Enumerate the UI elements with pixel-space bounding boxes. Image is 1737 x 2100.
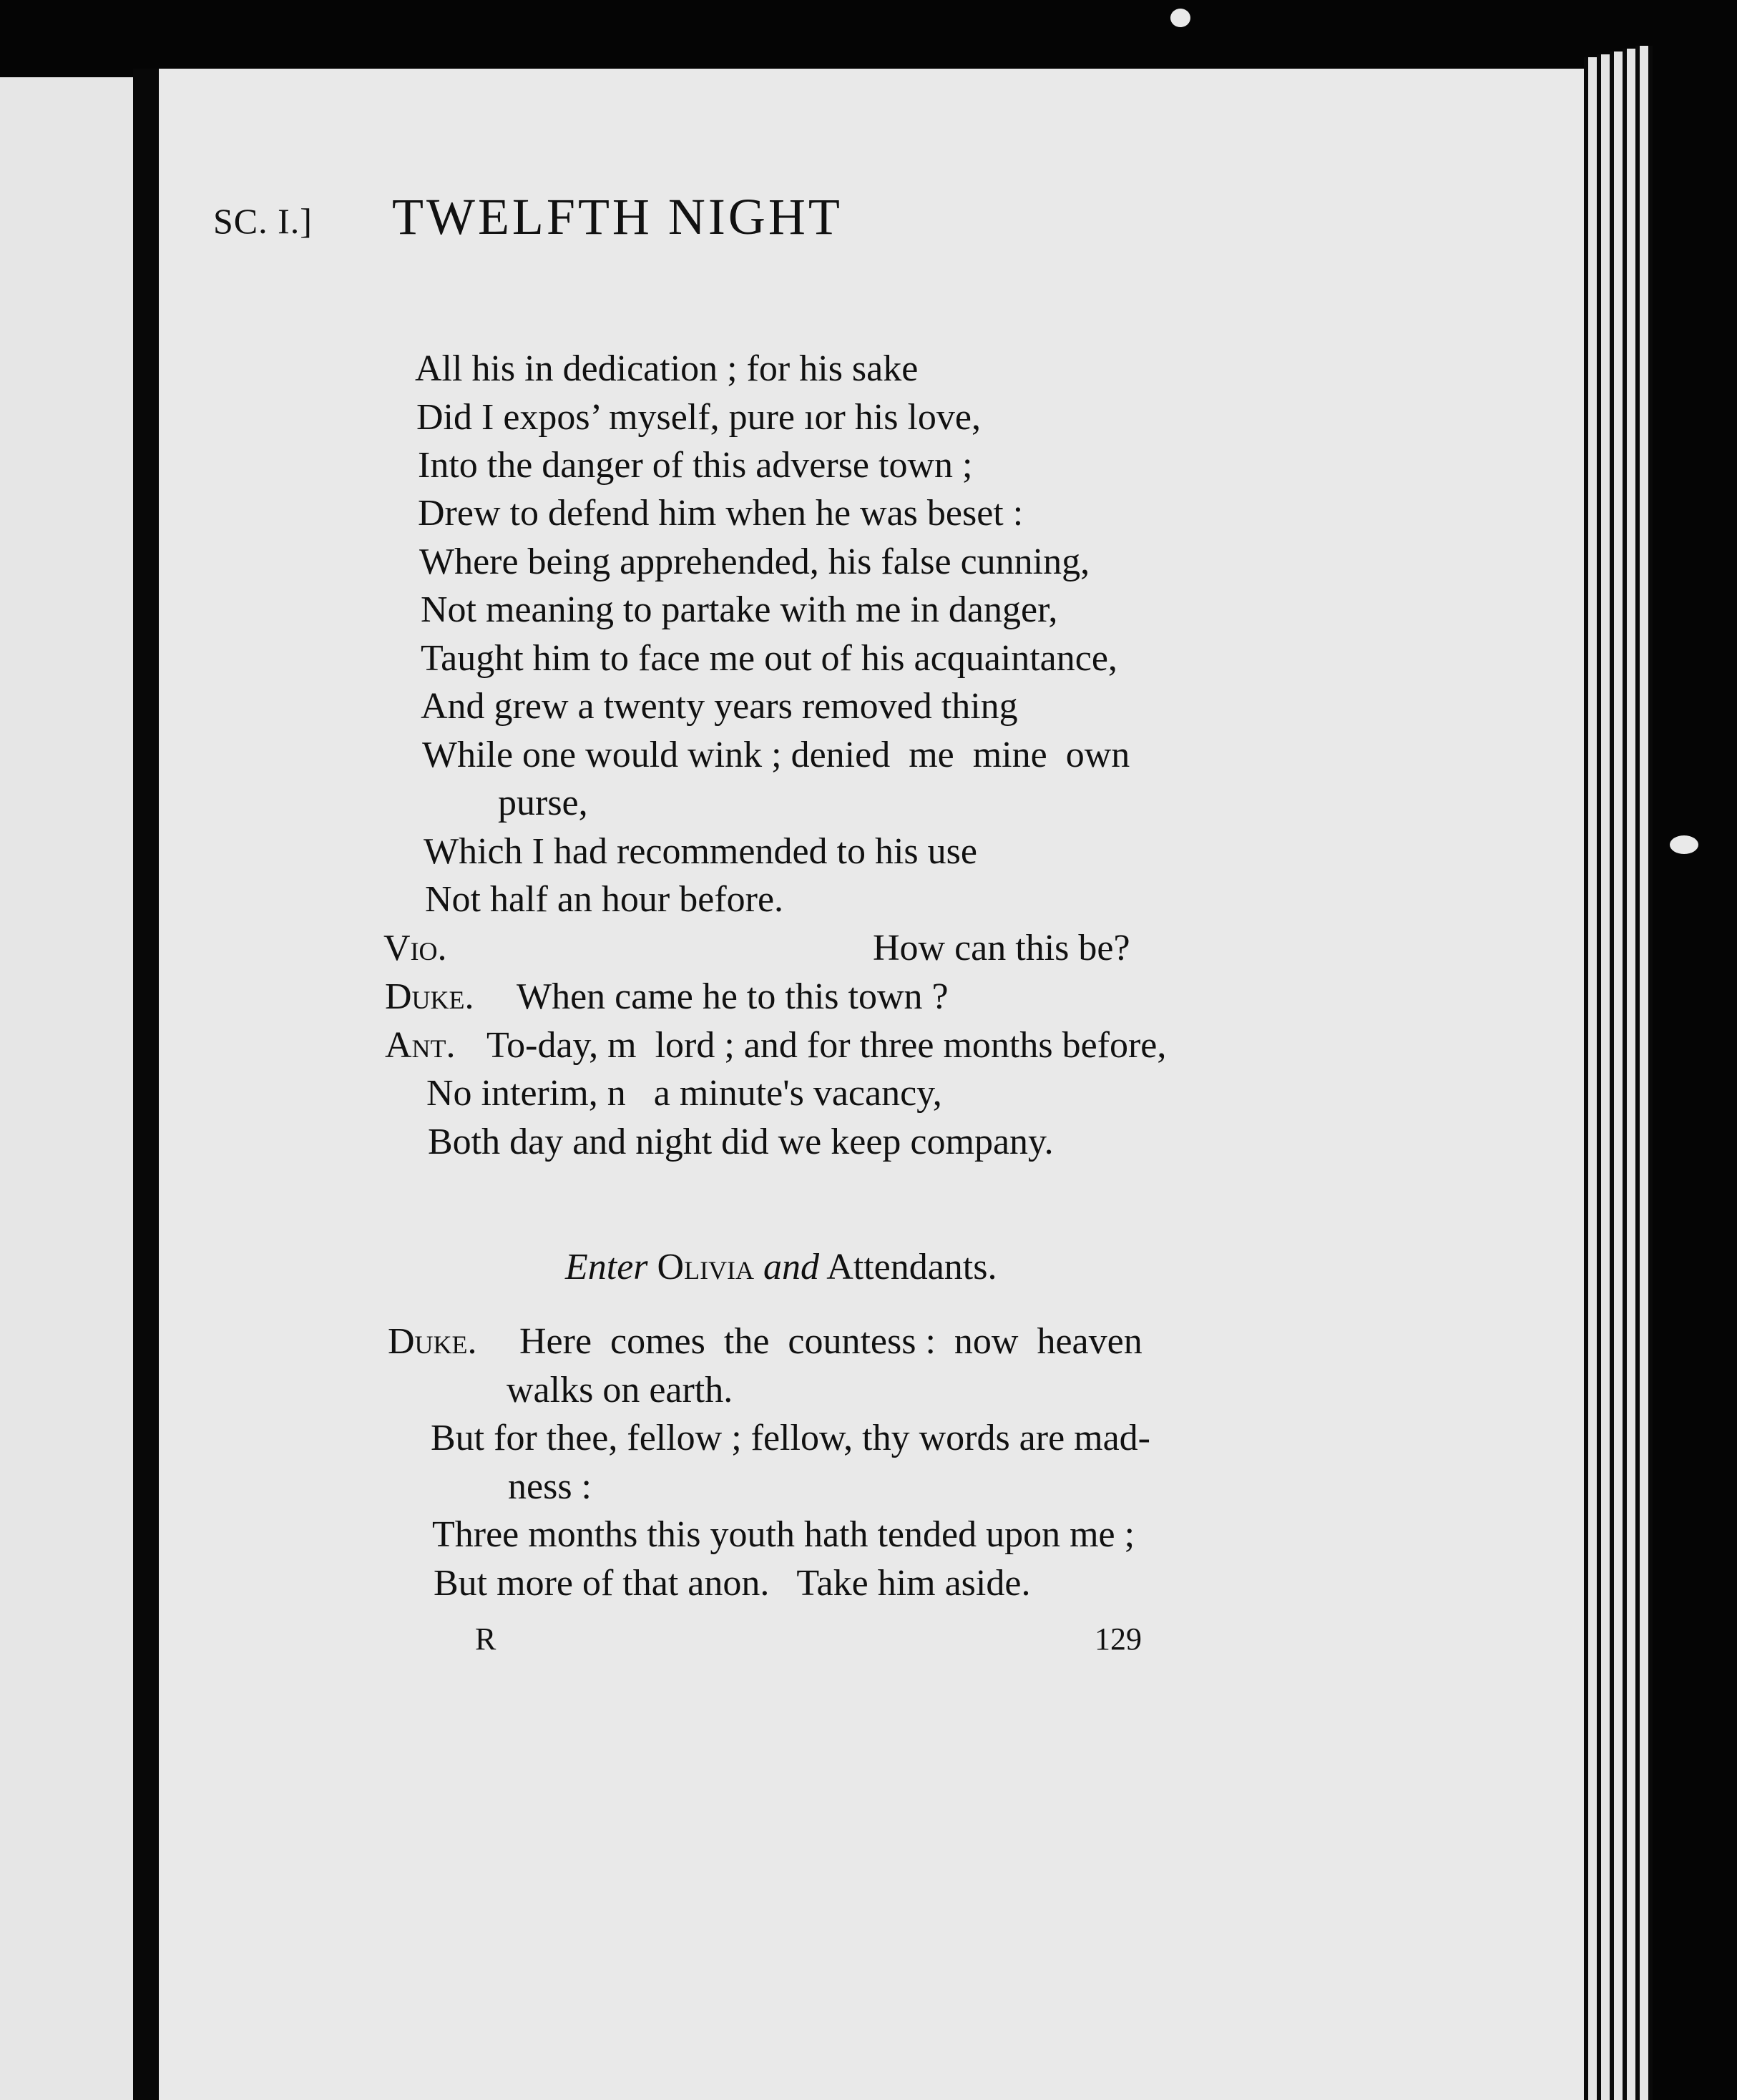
left-facing-page [0,77,133,2100]
verse-line: Which I had recommended to his use [424,831,977,872]
verse-line: Did I expos’ myself, pure ıor his love, [416,397,981,438]
scan-speck [1670,835,1698,854]
page-edge [1623,49,1635,2100]
dialogue-line: How can this be? [873,928,1130,968]
signature-mark: R [475,1621,496,1657]
dialogue-line: But more of that anon. Take him aside. [434,1563,1031,1604]
verse-line: Where being apprehended, his false cunning, [419,541,1090,582]
page-edge [1597,54,1610,2100]
verse-line: While one would wink ; denied me mine own [422,735,1130,775]
page-edge [1635,46,1653,2100]
verse-line: Drew to defend him when he was beset : [418,493,1024,534]
speaker-antonio: Ant. [385,1025,456,1066]
dialogue-line: Both day and night did we keep company. [428,1122,1054,1162]
speaker-duke: Duke. [385,976,474,1017]
verse-line: And grew a twenty years removed thing [421,686,1018,727]
page-number: 129 [1095,1621,1142,1657]
verse-line: purse, [498,782,588,823]
page-edge [1610,51,1623,2100]
dialogue-line: Here comes the countess : now heaven [519,1321,1142,1362]
book-gutter [133,69,159,2100]
verse-line: Not half an hour before. [425,879,784,920]
speaker-viola: Vio. [383,928,447,968]
verse-line: All his in dedication ; for his sake [415,348,919,389]
dialogue-line: No interim, n a minute's vacancy, [426,1073,942,1114]
verse-line: Into the danger of this adverse town ; [418,445,973,486]
stage-and: and [763,1247,820,1287]
dialogue-line: But for thee, fellow ; fellow, thy words are mad- [431,1418,1151,1458]
dialogue-line: walks on earth. [507,1370,733,1410]
page-edge [1584,57,1597,2100]
running-title: TWELFTH NIGHT [392,188,843,245]
dialogue-line: Three months this youth hath tended upon me ; [432,1514,1135,1555]
stage-attendants: Attendants. [826,1247,997,1287]
verse-line: Taught him to face me out of his acquaintance, [421,638,1117,679]
stage-enter: Enter [565,1247,648,1287]
stage-direction [565,1249,997,1286]
scan-speck [1170,9,1190,27]
verse-line: Not meaning to partake with me in danger, [421,589,1058,630]
scene-marker: SC. I.] [213,201,313,241]
speaker-duke: Duke. [388,1321,477,1362]
dialogue-line: To-day, m lord ; and for three months before, [486,1025,1167,1066]
dialogue-line: When came he to this town ? [517,976,949,1017]
stage-character: Olivia [657,1247,755,1287]
dialogue-line: ness : [508,1466,592,1507]
